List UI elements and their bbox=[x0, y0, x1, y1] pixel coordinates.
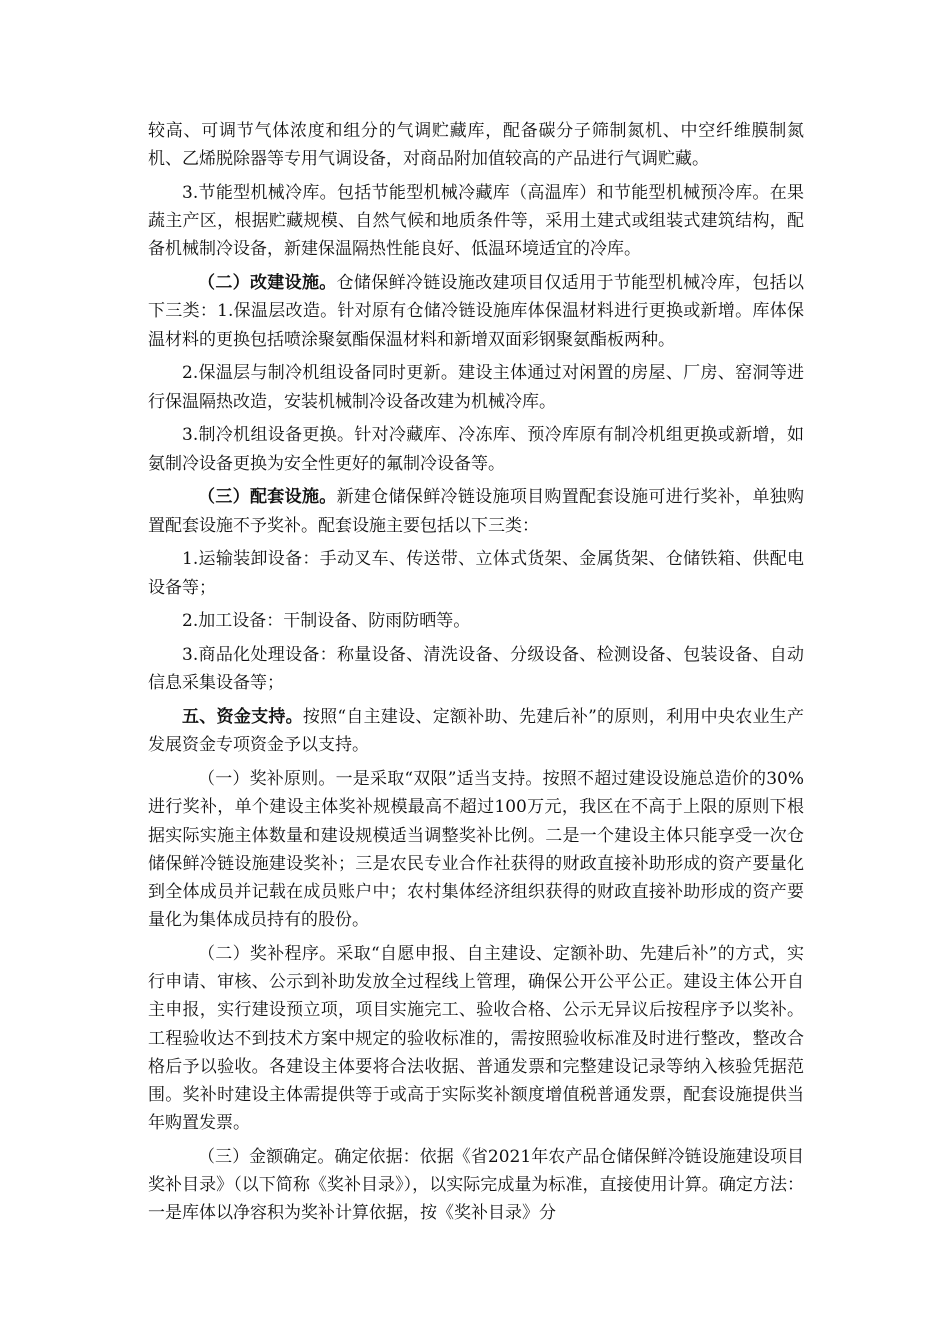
paragraph-text: （二）奖补程序。采取“自愿申报、自主建设、定额补助、先建后补”的方式，实行申请、审核、公示到补助发放全过程线上管理，确保公开公平公正。建设主体公开自主申报，实行建设预立项，项目实施完工、验收合格、公示无异议后按程序予以奖补。工程验收达不到技术方案中规定的验收标准的，需按照验收标准及时进行整改，整改合格后予以验收。各建设主体要将合法收据、普通发票和完整建设记录等纳入核验凭据范围。奖补时建设主体需提供等于或高于实际奖补额度增值税普通发票，配套设施提供当年购置发票。 bbox=[148, 944, 804, 1134]
paragraph-4 bbox=[148, 359, 804, 415]
paragraph-text: 新建仓储保鲜冷链设施项目购置配套设施可进行奖补，单独购置配套设施不予奖补。配套设施主要包括以下三类： bbox=[148, 487, 805, 536]
paragraph-10 bbox=[148, 703, 804, 759]
section-heading: （二）改建设施。 bbox=[198, 273, 337, 294]
paragraph-1 bbox=[148, 117, 804, 173]
paragraph-3 bbox=[148, 269, 804, 354]
paragraph-7 bbox=[148, 545, 804, 601]
paragraph-8 bbox=[148, 607, 804, 635]
paragraph-text: 2.加工设备：干制设备、防雨防晒等。 bbox=[182, 611, 471, 632]
paragraph-2 bbox=[148, 179, 804, 264]
paragraph-text: （三）金额确定。确定依据：依据《省2021年农产品仓储保鲜冷链设施建设项目奖补目录》（以下简称《奖补目录》），以实际完成量为标准，直接使用计算。确定方法：一是库体以净容积为奖补计算依据，按《奖补目录》分 bbox=[148, 1147, 804, 1224]
paragraph-9 bbox=[148, 641, 804, 697]
paragraph-text: 按照“自主建设、定额补助、先建后补”的原则，利用中央农业生产发展资金专项资金予以支持。 bbox=[148, 707, 804, 756]
section-heading: （三）配套设施。 bbox=[198, 487, 337, 508]
paragraph-text: 较高、可调节气体浓度和组分的气调贮藏库，配备碳分子筛制氮机、中空纤维膜制氮机、乙烯脱除器等专用气调设备，对商品附加值较高的产品进行气调贮藏。 bbox=[148, 121, 804, 170]
paragraph-text: 仓储保鲜冷链设施改建项目仅适用于节能型机械冷库，包括以下三类：1.保温层改造。针对原有仓储冷链设施库体保温材料进行更换或新增。库体保温材料的更换包括喷涂聚氨酯保温材料和新增双面彩钢聚氨酯板两种。 bbox=[148, 273, 805, 350]
paragraph-text: （一）奖补原则。一是采取“双限”适当支持。按照不超过建设设施总造价的30%进行奖补，单个建设主体奖补规模最高不超过100万元，我区在不高于上限的原则下根据实际实施主体数量和建设规模适当调整奖补比例。二是一个建设主体只能享受一次仓储保鲜冷链设施建设奖补；三是农民专业合作社获得的财政直接补助形成的资产要量化到全体成员并记载在成员账户中；农村集体经济组织获得的财政直接补助形成的资产要量化为集体成员持有的股份。 bbox=[148, 769, 804, 931]
paragraph-6 bbox=[148, 483, 804, 539]
paragraph-text: 3.制冷机组设备更换。针对冷藏库、冷冻库、预冷库原有制冷机组更换或新增，如氨制冷设备更换为安全性更好的氟制冷设备等。 bbox=[148, 425, 804, 474]
paragraph-5 bbox=[148, 421, 804, 477]
document-page bbox=[148, 117, 804, 1233]
paragraph-text: 3.商品化处理设备：称量设备、清洗设备、分级设备、检测设备、包装设备、自动信息采集设备等； bbox=[148, 645, 804, 694]
paragraph-text: 3.节能型机械冷库。包括节能型机械冷藏库（高温库）和节能型机械预冷库。在果蔬主产区，根据贮藏规模、自然气候和地质条件等，采用土建式或组装式建筑结构，配备机械制冷设备，新建保温隔热性能良好、低温环境适宜的冷库。 bbox=[148, 183, 804, 260]
paragraph-text: 2.保温层与制冷机组设备同时更新。建设主体通过对闲置的房屋、厂房、窑洞等进行保温隔热改造，安装机械制冷设备改建为机械冷库。 bbox=[148, 363, 804, 412]
paragraph-13 bbox=[148, 1143, 804, 1228]
paragraph-text: 1.运输装卸设备：手动叉车、传送带、立体式货架、金属货架、仓储铁箱、供配电设备等； bbox=[148, 549, 804, 598]
paragraph-11 bbox=[148, 765, 804, 934]
section-heading: 五、资金支持。 bbox=[182, 707, 303, 728]
paragraph-12 bbox=[148, 940, 804, 1137]
